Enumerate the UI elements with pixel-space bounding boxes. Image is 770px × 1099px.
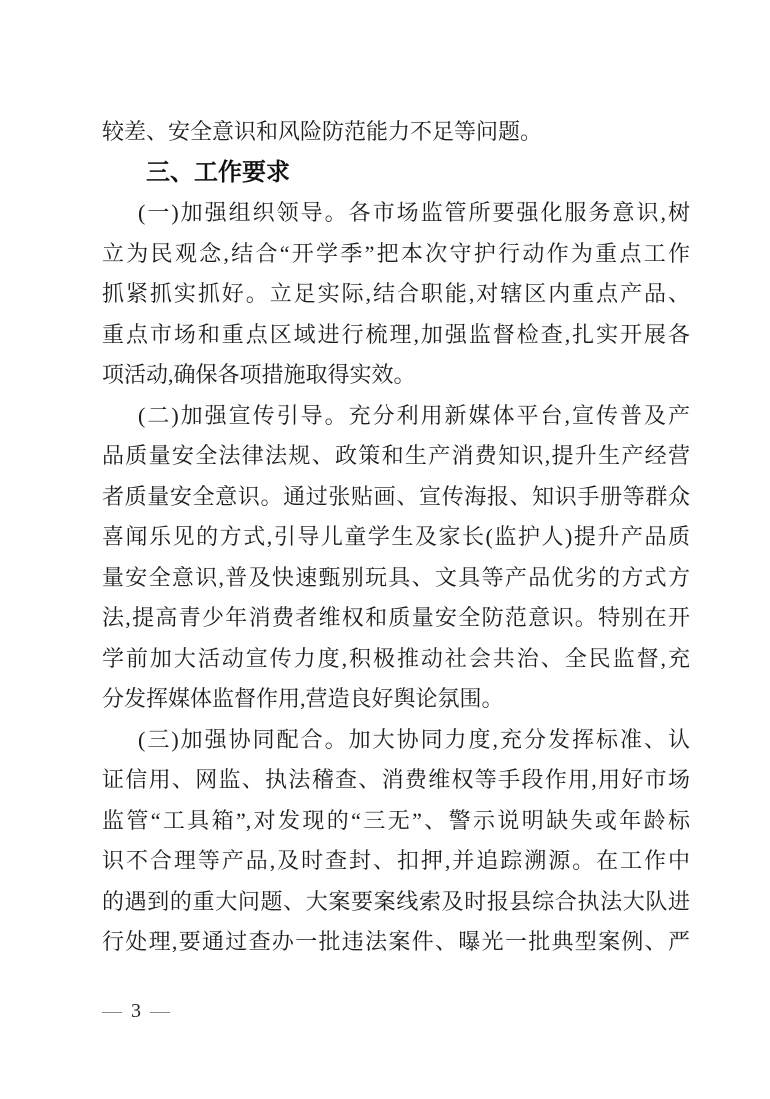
text-line: (二)加强宣传引导。充分利用新媒体平台,宣传普及产 (138, 402, 690, 428)
text-line: 立为民观念,结合“开学季”把本次守护行动作为重点工作 (102, 240, 690, 266)
text-line: 识不合理等产品,及时查封、扣押,并追踪溯源。在工作中 (102, 848, 690, 873)
text-line: 喜闻乐见的方式,引导儿童学生及家长(监护人)提升产品质 (102, 524, 690, 549)
text-line: 监管“工具箱”,对发现的“三无”、警示说明缺失或年龄标 (102, 807, 690, 833)
text-line: 证信用、网监、执法稽查、消费维权等手段作用,用好市场 (102, 767, 690, 792)
text-line: 量安全意识,普及快速甄别玩具、文具等产品优劣的方式方 (102, 564, 690, 590)
text-line: 品质量安全法律法规、政策和生产消费知识,提升生产经营 (102, 443, 690, 468)
text-line: 较差、安全意识和风险防范能力不足等问题。 (102, 119, 543, 144)
text-line: 分发挥媒体监督作用,营造良好舆论氛围。 (102, 686, 504, 711)
page-number-dash-left: — (102, 1000, 122, 1022)
text-line: 行处理,要通过查办一批违法案件、曝光一批典型案例、严 (102, 929, 690, 954)
text-line: (一)加强组织领导。各市场监管所要强化服务意识,树 (138, 200, 690, 225)
page-number-value: 3 (131, 1000, 141, 1022)
text-line: 学前加大活动宣传力度,积极推动社会共治、全民监督,充 (102, 645, 690, 671)
text-line: (三)加强协同配合。加大协同力度,充分发挥标准、认 (138, 726, 690, 752)
text-line: 法,提高青少年消费者维权和质量安全防范意识。特别在开 (102, 605, 690, 630)
document-body (102, 112, 690, 963)
text-line: 的遇到的重大问题、大案要案线索及时报县综合执法大队进 (102, 888, 690, 914)
text-line: 抓紧抓实抓好。立足实际,结合职能,对辖区内重点产品、 (102, 281, 690, 306)
text-line: 者质量安全意识。通过张贴画、宣传海报、知识手册等群众 (102, 483, 690, 509)
page-number-dash-right: — (150, 1000, 170, 1022)
text-line: 重点市场和重点区域进行梳理,加强监督检查,扎实开展各 (102, 321, 690, 347)
page-number (102, 998, 170, 1024)
text-line: 项活动,确保各项措施取得实效。 (102, 362, 416, 387)
text-line: 三、工作要求 (146, 158, 290, 186)
